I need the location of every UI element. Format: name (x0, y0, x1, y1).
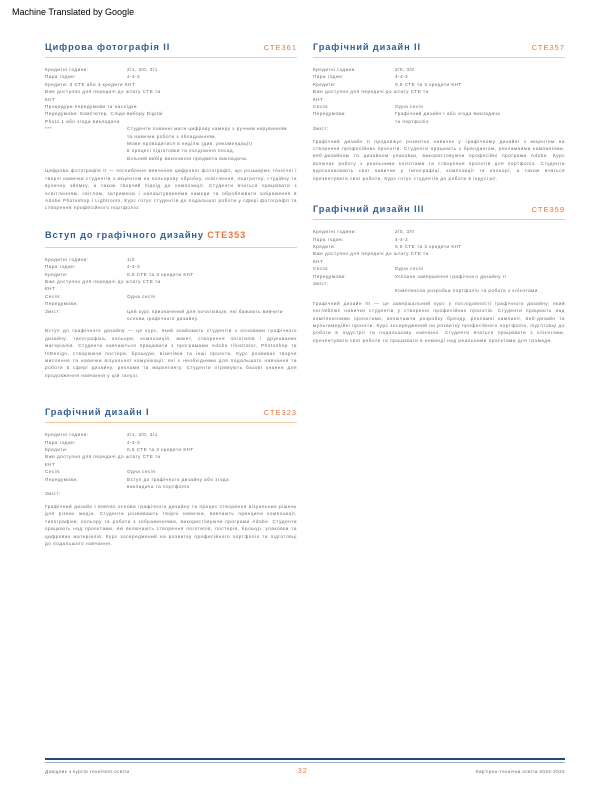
meta-row (45, 271, 297, 278)
meta-value: Одна сесія (127, 293, 156, 299)
course-card-graphic-design-3 (313, 204, 565, 344)
meta-value: Може проводитися в неділю (див. рекомендації) (127, 141, 253, 147)
meta-value: 2/0, 3/0 (395, 67, 415, 72)
meta-label: Зміст: (45, 308, 61, 314)
meta-label: Кредитні години: (45, 432, 89, 438)
course-title: Цифрова фотографія ІІ (45, 42, 171, 52)
meta-label: Сесія: (45, 469, 61, 475)
course-meta (313, 66, 565, 133)
meta-value: 2/1, 3/0, 3/1 (127, 67, 158, 72)
meta-value: 4-4-2 (127, 439, 141, 445)
meta-value (127, 300, 297, 307)
meta-label: Передумови: (313, 111, 347, 117)
meta-value: 4-4-2 (127, 264, 141, 270)
meta-row (45, 256, 297, 263)
meta-row (313, 110, 565, 117)
meta-value: Студенти повинні мати цифрову камеру з ручним керуванням (127, 126, 287, 132)
meta-label: Пара годин: (45, 439, 76, 445)
meta-label (45, 155, 127, 162)
meta-label: Вже доступно для передачі до штату СТЕ та КНТ (313, 89, 429, 102)
course-card-digital-photo-2 (45, 42, 297, 212)
meta-label: Вже доступно для передачі до штату СТЕ та КНТ (45, 89, 161, 102)
course-code: СТЕ357 (531, 43, 565, 52)
meta-row (313, 103, 565, 110)
meta-row (313, 88, 565, 103)
meta-label: Сесія: (45, 293, 61, 299)
meta-value: Одна сесія (395, 266, 424, 272)
meta-label: Зміст: (313, 280, 329, 286)
meta-value (171, 103, 297, 110)
meta-value: Вступ до графічного дизайну або згода (127, 476, 230, 482)
meta-label: Зміст: (313, 126, 329, 132)
course-description: Графічний дизайн ІІІ — це завершальний курс у послідовності графічного дизайну, який поглиблює навички студентів у створенні професійних проєктів. Студенти працюють над комплексними проєктами, включаючи розробку бренду, рекламні кампанії, веб-дизайн та мультимедійні проєкти. Курс зосереджений на розвитку професійного портфоліо, підготовці до роботи в індустрії та подальшому навчанні. Студенти вчаться працювати з клієнтами, презентувати свої роботи та працювати в команді над реальними проєктами для громади. (313, 300, 565, 343)
meta-value: та портфоліо (395, 118, 429, 124)
meta-value: Успішне завершення графічного дизайну ІІ (395, 273, 507, 279)
meta-row (45, 300, 297, 307)
course-header (313, 42, 565, 58)
meta-row (45, 315, 297, 322)
footer-rule-dark (45, 758, 565, 760)
meta-label: Вже доступно для передачі до штату СТЕ та КНТ (45, 454, 161, 467)
meta-row (45, 476, 297, 483)
meta-row (45, 140, 297, 147)
course-card-graphic-design-1 (45, 407, 297, 547)
course-header (45, 407, 297, 423)
meta-label: Кредитні години: (45, 256, 89, 262)
meta-label (313, 287, 395, 294)
meta-value: 4-4-2 (395, 236, 409, 242)
course-code: СТЕ323 (263, 408, 297, 418)
course-header (313, 204, 565, 220)
course-title: Графічний дизайн ІІІ (313, 204, 425, 215)
course-card-intro-graphic-design (45, 230, 297, 380)
meta-row (45, 73, 297, 80)
meta-label: Передумови: (313, 273, 347, 279)
meta-row (45, 66, 297, 73)
meta-label: Кредити: 3 СТЕ або 3 кредити КНТ (45, 81, 136, 87)
meta-label: Кредити: (45, 271, 68, 277)
meta-value (171, 110, 297, 125)
page-footer (45, 768, 565, 775)
meta-row (313, 118, 565, 125)
meta-row (45, 490, 297, 497)
meta-value (395, 280, 565, 287)
meta-label: Вже доступно для передачі до штату СТЕ та КНТ (45, 278, 161, 292)
meta-row (45, 88, 297, 103)
meta-label: Сесія: (313, 266, 329, 272)
meta-row (45, 453, 297, 468)
meta-label: Вже доступно для передачі до штату СТЕ та КНТ (313, 251, 429, 264)
meta-value: 4-4-2 (127, 74, 141, 80)
meta-row (45, 133, 297, 140)
meta-value: 2/1, 3/0, 3/1 (127, 432, 158, 438)
meta-label: Передумови: (45, 476, 79, 482)
course-title-text: Вступ до графічного дизайну (45, 229, 204, 240)
meta-label: Кредити: (45, 447, 68, 453)
footer-rule-light (45, 762, 565, 763)
course-description: Графічний дизайн ІІ продовжує розвиток навичок у графічному дизайні з акцентом на створення професійних проєктів. Студенти працюють з брендингом, рекламними кампаніями, веб-дизайном та дизайном упаковки, використовуючи професійні програми Adobe. Курс включає роботу з реальними клієнтами та створення проєктів для портфоліо. Студенти вдосконалюють свої навички у типографіці, композиції та кольорі, а також вчаться презентувати свої роботи. Курс готує студентів до роботи в індустрії. (313, 138, 565, 181)
meta-value: Комплексна розробка портфоліо та робота з клієнтами. (395, 288, 540, 294)
meta-value: Вільний вибір виконання предмета викладача. (127, 155, 248, 161)
course-title: Графічний дизайн І (45, 407, 150, 418)
meta-value: Одна сесія (127, 469, 156, 475)
meta-row (313, 66, 565, 73)
meta-value (395, 125, 565, 132)
meta-value: 4-4-2 (395, 74, 409, 80)
meta-value (171, 88, 297, 103)
meta-label (45, 147, 127, 154)
meta-label (313, 118, 395, 125)
meta-value (171, 81, 297, 88)
course-meta (313, 228, 565, 295)
meta-label: Кредитні години: (313, 67, 357, 72)
meta-row (45, 431, 297, 438)
page-number: 32 (297, 768, 308, 775)
meta-value (439, 250, 565, 265)
meta-value: 0,5 СТЕ та 3 кредити КНТ (395, 81, 462, 87)
meta-label: Зміст: (45, 491, 61, 497)
meta-row (45, 81, 297, 88)
meta-label: Кредитні години: (45, 67, 89, 72)
meta-value: 0,5 СТЕ та 3 кредити КНТ (127, 271, 194, 277)
course-description: Цифрова фотографія ІІ — поглиблене вивчення цифрової фотографії, що розширює технічні і творчі навички студентів з акцентом на кольорову обробку, освітлення, портретну, студійну та вуличну зйомку, а також творчий підхід до композиції. Студенти вчаться працювати з освітленням, світлом, затримкою і налаштуваннями камери та оброблювати зображення в Adobe Photoshop і Lightroom. Курс готує студентів до подальшої роботи у сфері фотографії та створення професійного портфоліо. (45, 168, 297, 211)
meta-row (45, 483, 297, 490)
meta-label: Пара годин: (45, 74, 76, 80)
meta-row (45, 155, 297, 162)
meta-label: Пара годин: (45, 264, 76, 270)
meta-row (45, 147, 297, 154)
meta-label (45, 483, 127, 490)
meta-value: 2/0, 3/0 (395, 229, 415, 235)
course-meta (45, 431, 297, 498)
meta-value (127, 490, 297, 497)
meta-label (45, 140, 127, 147)
meta-row (313, 273, 565, 280)
meta-value: та навички роботи з обладнанням. (127, 133, 217, 139)
left-column (45, 42, 297, 565)
meta-label (45, 315, 127, 322)
course-title: Графічний дизайн ІІ (313, 42, 421, 52)
meta-label: *** (45, 126, 52, 132)
meta-row (313, 250, 565, 265)
meta-row (45, 293, 297, 300)
meta-label: Пара годин: (313, 74, 344, 80)
meta-label: Передумови: Комп'ютер, Сліди вибору Digital Photo 1 або згода викладача (45, 111, 163, 124)
meta-label: Пара годин: (313, 236, 344, 242)
meta-label: Кредити: (313, 243, 336, 249)
meta-row (313, 81, 565, 88)
meta-value: 1/2 (127, 256, 135, 262)
course-description: Графічний дизайн І вивчає основи графічного дизайну та процес створення візуальних рішень для різних медіа. Студенти розвивають творчі навички, вивчають принципи композиції, типографіки, кольору та роботи з зображеннями, використовуючи програми Adobe. Студенти працюють над проєктами, які включають створення логотипів, постерів, брошур, упаковки та цифрових матеріалів. Курс зосереджений на розвитку професійного портфоліо та підготовці до подальшого навчання. (45, 503, 297, 546)
course-meta (45, 66, 297, 162)
meta-row (313, 228, 565, 235)
meta-row (45, 110, 297, 125)
meta-label: Передумови: (45, 301, 79, 307)
meta-row (313, 243, 565, 250)
course-meta (45, 247, 297, 323)
meta-value: 0,5 СТЕ та 3 кредити КНТ (127, 447, 194, 453)
meta-value: Цей курс призначений для початківців, які бажають вивчити (127, 308, 283, 314)
meta-row (45, 308, 297, 315)
course-header (45, 42, 297, 58)
meta-value (171, 278, 297, 293)
meta-row (45, 446, 297, 453)
meta-value: основи графічного дизайну. (127, 315, 199, 321)
meta-value: 0,5 СТЕ та 3 кредити КНТ (395, 243, 462, 249)
course-title (45, 230, 246, 240)
meta-value: Графічний дизайн І або згода викладача (395, 111, 501, 117)
meta-label: Процедури передумови та наслідки (45, 104, 137, 110)
meta-row (313, 73, 565, 80)
meta-value: викладача та портфоліо (127, 484, 190, 490)
footer-left-text: Довідник з курсів технічної освіти (45, 769, 130, 774)
meta-row (45, 103, 297, 110)
meta-row (45, 278, 297, 293)
footer-right-text: Кар'єрно-технічна освіта 2022-2023 (475, 769, 565, 774)
course-code: СТЕ361 (263, 43, 297, 52)
meta-row (45, 439, 297, 446)
meta-row (45, 468, 297, 475)
meta-row (313, 236, 565, 243)
meta-row (313, 125, 565, 132)
course-card-graphic-design-2 (313, 42, 565, 182)
meta-row (313, 265, 565, 272)
meta-label (45, 133, 127, 140)
meta-row (45, 263, 297, 270)
footer-rule (45, 758, 565, 763)
meta-row (45, 125, 297, 132)
meta-label: Сесія: (313, 104, 329, 110)
machine-translation-banner: Machine Translated by Google (12, 7, 135, 17)
meta-label: Кредитні години: (313, 229, 357, 235)
course-code: СТЕ359 (531, 205, 565, 215)
meta-value (439, 88, 565, 103)
course-header (45, 230, 297, 245)
meta-value: в процесі підготовки та поєднання посад. (127, 148, 235, 154)
course-code: СТЕ353 (207, 229, 247, 240)
meta-row (313, 280, 565, 287)
right-column (313, 42, 565, 362)
meta-value (171, 453, 297, 468)
meta-value: Одна сесія (395, 104, 424, 110)
meta-row (313, 287, 565, 294)
meta-label: Кредити: (313, 81, 336, 87)
course-description: Вступ до графічного дизайну — це курс, який знайомить студентів з основами графічного дизайну: типографіка, кольори, композиція, макет, створення логотипів і друкованих матеріалів. Студенти навчаються працювати з програмами Adobe Illustrator, Photoshop та InDesign, створюючи постери, брошури, візитівки та інші проєкти. Курс розвиває творче мислення та навички візуальної комунікації, які є необхідними для подальшого навчання та роботи в сфері дизайну, реклами та маркетингу. Студенти отримують базові знання для продовження навчання у цій галузі. (45, 328, 297, 378)
